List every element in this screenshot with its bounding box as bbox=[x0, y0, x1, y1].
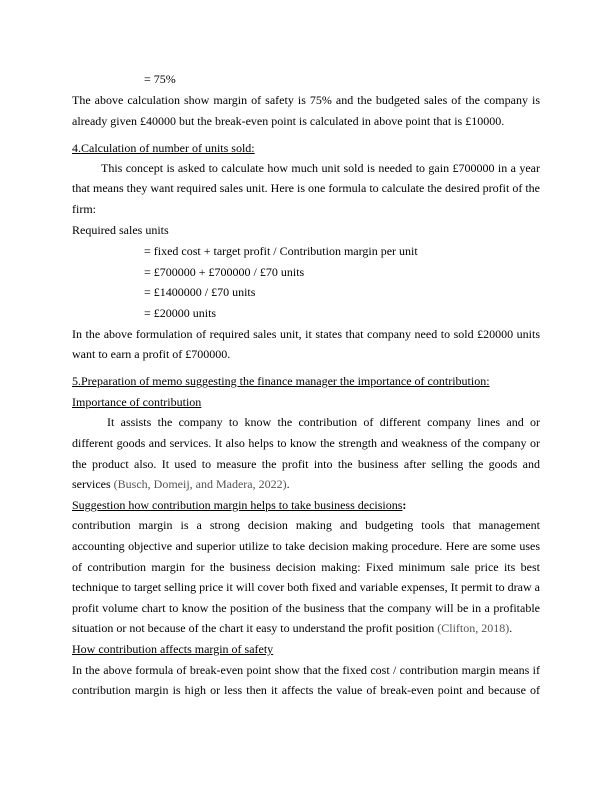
paragraph-line: already given £40000 but the break-even point is calculated in above point that is £10000. bbox=[72, 114, 505, 128]
margin-of-safety-result: = 75% bbox=[144, 72, 176, 86]
paragraph-text: . bbox=[509, 621, 513, 635]
formula-label: Required sales units bbox=[72, 223, 169, 237]
paragraph-line: that means they want required sales unit. Here is one formula to calculate the desired profit of the bbox=[72, 181, 540, 195]
paragraph-line: contribution margin is high or less then it affects the value of break-even point and because of bbox=[72, 683, 540, 697]
citation: (Clifton, 2018) bbox=[437, 621, 510, 635]
paragraph-line: different goods and services. It also helps to know the strength and weakness of the company or bbox=[72, 436, 540, 450]
subheading-importance: Importance of contribution bbox=[72, 395, 202, 409]
citation: (Busch, Domeij, and Madera, 2022) bbox=[113, 477, 287, 491]
formula-line: = £1400000 / £70 units bbox=[144, 285, 256, 299]
subheading-suggestion bbox=[72, 498, 540, 512]
paragraph-line: This concept is asked to calculate how much unit sold is needed to gain £700000 in a year bbox=[101, 161, 540, 175]
subheading-colon: : bbox=[402, 498, 407, 512]
paragraph-line: firm: bbox=[72, 202, 96, 216]
paragraph-line: The above calculation show margin of safety is 75% and the budgeted sales of the company is bbox=[72, 93, 540, 107]
paragraph-line: accounting objective and superior utilize to take decision making procedure. Here are some uses bbox=[72, 539, 540, 553]
paragraph-line bbox=[72, 621, 540, 635]
paragraph-text: . bbox=[286, 477, 290, 491]
paragraph-line: In the above formulation of required sales unit, it states that company need to sold £20000 units bbox=[72, 327, 540, 341]
paragraph-text: services bbox=[72, 477, 114, 491]
subheading-text: Suggestion how contribution margin helps to take business decisions bbox=[72, 498, 403, 512]
formula-line: = fixed cost + target profit / Contribution margin per unit bbox=[144, 244, 418, 258]
subheading-margin-of-safety: How contribution affects margin of safety bbox=[72, 642, 274, 656]
section-heading-memo: 5.Preparation of memo suggesting the finance manager the importance of contribution: bbox=[72, 374, 490, 388]
section-heading-units-sold: 4.Calculation of number of units sold: bbox=[72, 141, 255, 155]
paragraph-line bbox=[72, 477, 540, 491]
paragraph-line: It assists the company to know the contribution of different company lines and or bbox=[107, 415, 540, 429]
formula-line: = £20000 units bbox=[144, 306, 217, 320]
formula-line: = £700000 + £700000 / £70 units bbox=[144, 265, 305, 279]
paragraph-line: In the above formula of break-even point show that the fixed cost / contribution margin means if bbox=[72, 663, 540, 677]
paragraph-line: contribution margin is a strong decision making and budgeting tools that management bbox=[72, 518, 540, 532]
paragraph-text: situation or not because of the chart it easy to understand the profit position bbox=[72, 621, 438, 635]
paragraph-line: profit volume chart to know the position of the business that the company will be in a profitable bbox=[72, 601, 540, 615]
paragraph-line: want to earn a profit of £700000. bbox=[72, 347, 231, 361]
paragraph-line: of contribution margin for the business decision making: Fixed minimum sale price its best bbox=[72, 560, 540, 574]
paragraph-line: technique to target selling price it will cover both fixed and variable expenses, It permit to draw a bbox=[72, 580, 540, 594]
paragraph-line: the product also. It used to measure the profit into the business after selling the goods and bbox=[72, 457, 540, 471]
